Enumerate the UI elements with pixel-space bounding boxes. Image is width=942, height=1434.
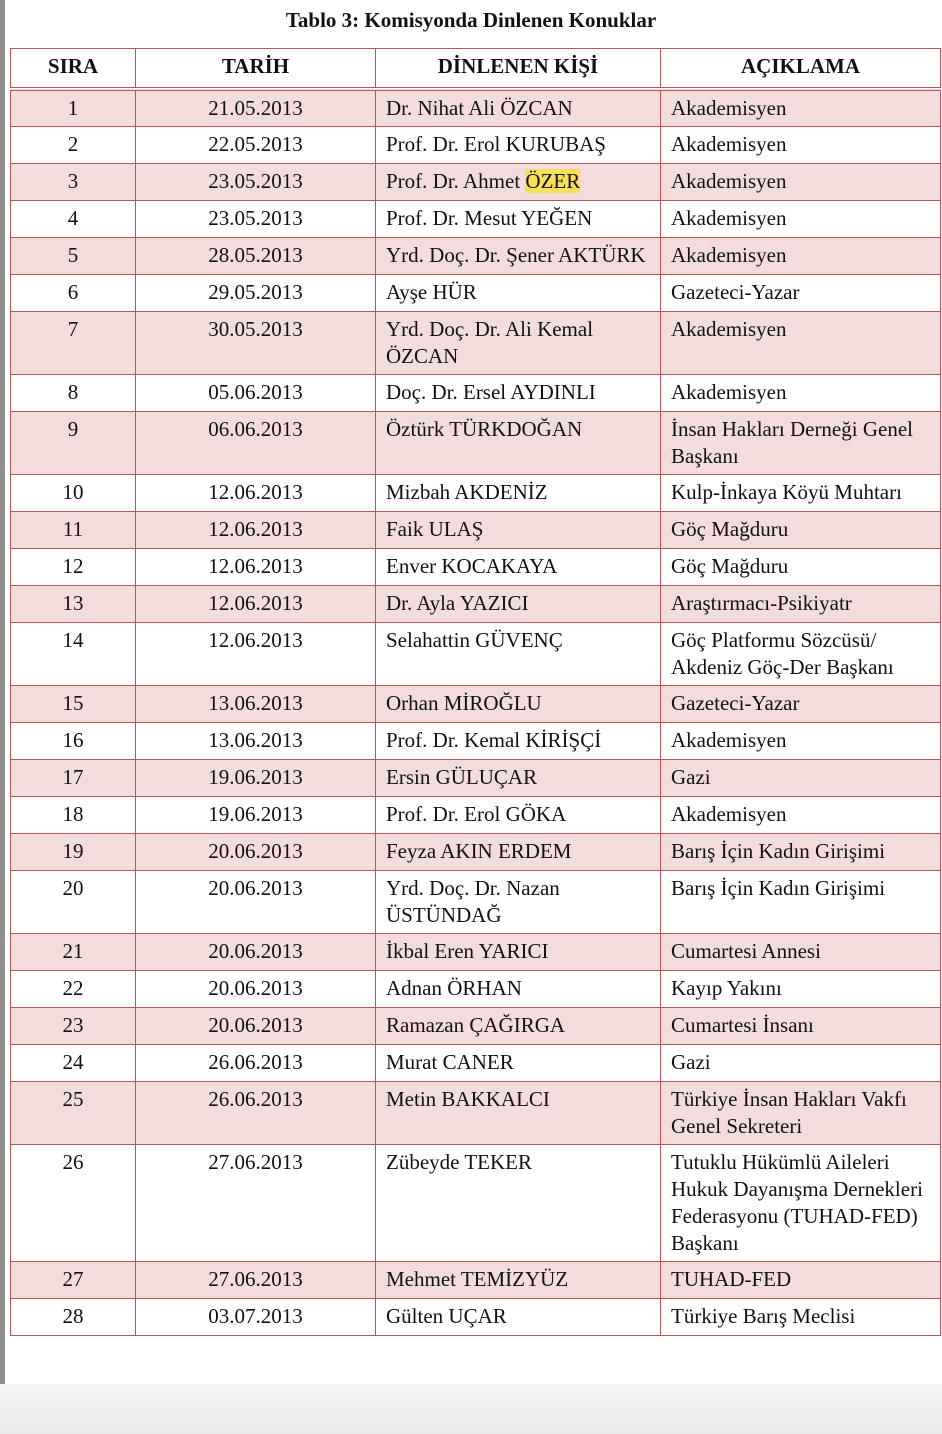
- row-kisi: Öztürk TÜRKDOĞAN: [376, 412, 661, 475]
- row-kisi: Mizbah AKDENİZ: [376, 475, 661, 512]
- row-kisi: Ramazan ÇAĞIRGA: [376, 1008, 661, 1045]
- row-aciklama: Türkiye İnsan Hakları Vakfı Genel Sekreteri: [661, 1082, 941, 1145]
- table-row: [11, 201, 941, 238]
- row-tarih: 19.06.2013: [136, 760, 376, 797]
- row-sira: 16: [11, 723, 136, 760]
- row-sira: 25: [11, 1082, 136, 1145]
- row-sira: 7: [11, 312, 136, 375]
- row-tarih: 21.05.2013: [136, 89, 376, 127]
- row-aciklama: Göç Mağduru: [661, 549, 941, 586]
- row-kisi: Yrd. Doç. Dr. Ali Kemal ÖZCAN: [376, 312, 661, 375]
- row-tarih: 12.06.2013: [136, 549, 376, 586]
- window-edge: [0, 0, 5, 1434]
- row-kisi: Prof. Dr. Mesut YEĞEN: [376, 201, 661, 238]
- row-sira: 11: [11, 512, 136, 549]
- row-kisi: Prof. Dr. Kemal KİRİŞÇİ: [376, 723, 661, 760]
- row-kisi: Enver KOCAKAYA: [376, 549, 661, 586]
- header-sira: SIRA: [11, 49, 136, 90]
- row-aciklama: Akademisyen: [661, 89, 941, 127]
- row-aciklama: Barış İçin Kadın Girişimi: [661, 871, 941, 934]
- row-sira: 23: [11, 1008, 136, 1045]
- page-bottom-margin: [0, 1384, 942, 1434]
- row-tarih: 13.06.2013: [136, 723, 376, 760]
- row-aciklama: Göç Platformu Sözcüsü/ Akdeniz Göç-Der Başkanı: [661, 623, 941, 686]
- table-row: [11, 723, 941, 760]
- row-tarih: 05.06.2013: [136, 375, 376, 412]
- header-tarih: TARİH: [136, 49, 376, 90]
- row-sira: 15: [11, 686, 136, 723]
- row-aciklama: Gazi: [661, 760, 941, 797]
- row-aciklama: İnsan Hakları Derneği Genel Başkanı: [661, 412, 941, 475]
- row-aciklama: Akademisyen: [661, 164, 941, 201]
- table-row: [11, 312, 941, 375]
- row-tarih: 12.06.2013: [136, 623, 376, 686]
- row-kisi: Dr. Ayla YAZICI: [376, 586, 661, 623]
- row-kisi: Faik ULAŞ: [376, 512, 661, 549]
- row-aciklama: Göç Mağduru: [661, 512, 941, 549]
- row-sira: 18: [11, 797, 136, 834]
- row-sira: 26: [11, 1145, 136, 1262]
- table-row: [11, 238, 941, 275]
- row-aciklama: Akademisyen: [661, 201, 941, 238]
- header-aciklama: AÇIKLAMA: [661, 49, 941, 90]
- row-tarih: 23.05.2013: [136, 201, 376, 238]
- row-tarih: 20.06.2013: [136, 1008, 376, 1045]
- row-kisi: Ersin GÜLUÇAR: [376, 760, 661, 797]
- row-kisi: Yrd. Doç. Dr. Nazan ÜSTÜNDAĞ: [376, 871, 661, 934]
- row-aciklama: TUHAD-FED: [661, 1262, 941, 1299]
- row-kisi: Doç. Dr. Ersel AYDINLI: [376, 375, 661, 412]
- row-kisi: Selahattin GÜVENÇ: [376, 623, 661, 686]
- table-row: [11, 512, 941, 549]
- table-row: [11, 275, 941, 312]
- table-row: [11, 686, 941, 723]
- row-aciklama: Akademisyen: [661, 238, 941, 275]
- row-sira: 8: [11, 375, 136, 412]
- row-aciklama: Gazi: [661, 1045, 941, 1082]
- row-aciklama: Tutuklu Hükümlü Aileleri Hukuk Dayanışma Dernekleri Federasyonu (TUHAD-FED) Başkanı: [661, 1145, 941, 1262]
- row-aciklama: Araştırmacı-Psikiyatr: [661, 586, 941, 623]
- row-kisi: Adnan ÖRHAN: [376, 971, 661, 1008]
- highlighted-word: ÖZER: [525, 169, 581, 193]
- row-sira: 17: [11, 760, 136, 797]
- row-aciklama: Barış İçin Kadın Girişimi: [661, 834, 941, 871]
- table-row: [11, 1262, 941, 1299]
- row-tarih: 20.06.2013: [136, 971, 376, 1008]
- row-kisi: Prof. Dr. Ahmet ÖZER: [376, 164, 661, 201]
- row-sira: 21: [11, 934, 136, 971]
- row-aciklama: Akademisyen: [661, 797, 941, 834]
- table-row: [11, 412, 941, 475]
- row-tarih: 29.05.2013: [136, 275, 376, 312]
- row-sira: 5: [11, 238, 136, 275]
- table-row: [11, 127, 941, 164]
- table-row: [11, 164, 941, 201]
- table-row: [11, 1145, 941, 1262]
- row-sira: 4: [11, 201, 136, 238]
- row-kisi: Prof. Dr. Erol KURUBAŞ: [376, 127, 661, 164]
- table-row: [11, 871, 941, 934]
- header-dinlenen-kisi: DİNLENEN KİŞİ: [376, 49, 661, 90]
- table-row: [11, 586, 941, 623]
- row-aciklama: Akademisyen: [661, 375, 941, 412]
- table-row: [11, 89, 941, 127]
- row-tarih: 12.06.2013: [136, 586, 376, 623]
- row-aciklama: Gazeteci-Yazar: [661, 686, 941, 723]
- row-aciklama: Kulp-İnkaya Köyü Muhtarı: [661, 475, 941, 512]
- row-sira: 9: [11, 412, 136, 475]
- row-tarih: 12.06.2013: [136, 475, 376, 512]
- row-sira: 19: [11, 834, 136, 871]
- table-row: [11, 760, 941, 797]
- row-tarih: 23.05.2013: [136, 164, 376, 201]
- table-row: [11, 797, 941, 834]
- table-row: [11, 1299, 941, 1336]
- row-tarih: 26.06.2013: [136, 1045, 376, 1082]
- row-tarih: 26.06.2013: [136, 1082, 376, 1145]
- row-tarih: 27.06.2013: [136, 1262, 376, 1299]
- row-tarih: 06.06.2013: [136, 412, 376, 475]
- row-aciklama: Kayıp Yakını: [661, 971, 941, 1008]
- row-tarih: 03.07.2013: [136, 1299, 376, 1336]
- row-tarih: 28.05.2013: [136, 238, 376, 275]
- row-tarih: 13.06.2013: [136, 686, 376, 723]
- row-sira: 13: [11, 586, 136, 623]
- row-tarih: 19.06.2013: [136, 797, 376, 834]
- row-tarih: 20.06.2013: [136, 871, 376, 934]
- row-sira: 1: [11, 89, 136, 127]
- guests-table: [10, 48, 941, 1336]
- row-kisi: Feyza AKIN ERDEM: [376, 834, 661, 871]
- row-sira: 6: [11, 275, 136, 312]
- row-kisi: Gülten UÇAR: [376, 1299, 661, 1336]
- row-sira: 2: [11, 127, 136, 164]
- table-row: [11, 475, 941, 512]
- row-aciklama: Cumartesi İnsanı: [661, 1008, 941, 1045]
- row-tarih: 20.06.2013: [136, 834, 376, 871]
- row-aciklama: Cumartesi Annesi: [661, 934, 941, 971]
- row-aciklama: Gazeteci-Yazar: [661, 275, 941, 312]
- table-row: [11, 834, 941, 871]
- table-row: [11, 934, 941, 971]
- row-kisi: Murat CANER: [376, 1045, 661, 1082]
- row-sira: 12: [11, 549, 136, 586]
- row-kisi: Orhan MİROĞLU: [376, 686, 661, 723]
- row-tarih: 20.06.2013: [136, 934, 376, 971]
- table-row: [11, 549, 941, 586]
- row-kisi: Dr. Nihat Ali ÖZCAN: [376, 89, 661, 127]
- row-kisi: Mehmet TEMİZYÜZ: [376, 1262, 661, 1299]
- row-kisi: Zübeyde TEKER: [376, 1145, 661, 1262]
- row-aciklama: Türkiye Barış Meclisi: [661, 1299, 941, 1336]
- row-kisi: İkbal Eren YARICI: [376, 934, 661, 971]
- row-sira: 20: [11, 871, 136, 934]
- row-sira: 14: [11, 623, 136, 686]
- table-row: [11, 971, 941, 1008]
- row-kisi: Ayşe HÜR: [376, 275, 661, 312]
- row-sira: 28: [11, 1299, 136, 1336]
- table-header-row: [11, 49, 941, 90]
- row-sira: 10: [11, 475, 136, 512]
- row-aciklama: Akademisyen: [661, 723, 941, 760]
- row-aciklama: Akademisyen: [661, 127, 941, 164]
- row-sira: 22: [11, 971, 136, 1008]
- table-row: [11, 1082, 941, 1145]
- table-row: [11, 623, 941, 686]
- table-title: Tablo 3: Komisyonda Dinlenen Konuklar: [285, 8, 657, 32]
- row-kisi: Yrd. Doç. Dr. Şener AKTÜRK: [376, 238, 661, 275]
- row-sira: 27: [11, 1262, 136, 1299]
- row-sira: 24: [11, 1045, 136, 1082]
- table-row: [11, 1045, 941, 1082]
- table-row: [11, 1008, 941, 1045]
- table-row: [11, 375, 941, 412]
- row-tarih: 12.06.2013: [136, 512, 376, 549]
- row-tarih: 27.06.2013: [136, 1145, 376, 1262]
- row-sira: 3: [11, 164, 136, 201]
- row-tarih: 22.05.2013: [136, 127, 376, 164]
- row-aciklama: Akademisyen: [661, 312, 941, 375]
- row-kisi: Prof. Dr. Erol GÖKA: [376, 797, 661, 834]
- row-kisi: Metin BAKKALCI: [376, 1082, 661, 1145]
- row-tarih: 30.05.2013: [136, 312, 376, 375]
